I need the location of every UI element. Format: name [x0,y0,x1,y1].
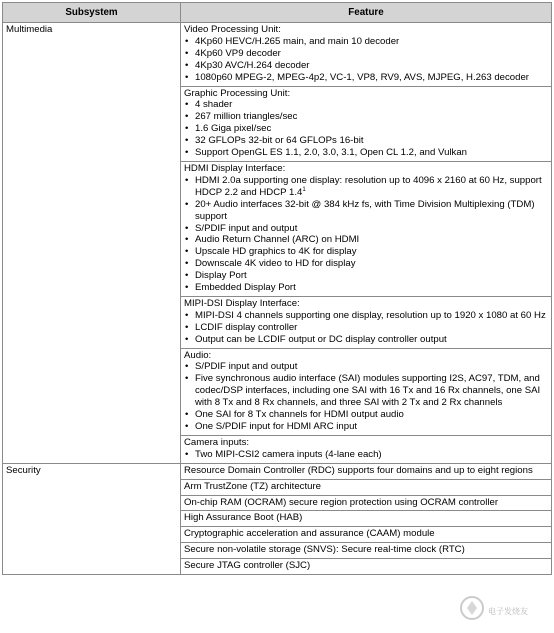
feature-list [184,449,548,461]
feature-group-mipi-dsi [181,296,552,348]
list-item: • 1080p60 MPEG-2, MPEG-4p2, VC-1, VP8, RV9, AVS, MJPEG, H.263 decoder [184,72,548,84]
group-title: MIPI-DSI Display Interface: [184,297,300,309]
subsystem-multimedia: Multimedia [3,23,181,464]
feature-list [184,361,548,432]
list-item: • Embedded Display Port [184,282,548,294]
security-feature: Arm TrustZone (TZ) architecture [181,479,552,495]
footnote-mark: 1 [302,186,306,193]
group-title: Camera inputs: [184,436,250,448]
list-item: • Display Port [184,270,548,282]
group-title: Graphic Processing Unit: [184,87,291,99]
table-row [3,463,552,479]
list-item-text: HDMI 2.0a supporting one display: resolution up to 4096 x 2160 at 60 Hz, support HDCP 2.2 and HDCP 1.4 [195,174,542,198]
security-feature: Resource Domain Controller (RDC) supports four domains and up to eight regions [181,463,552,479]
list-item: • Support OpenGL ES 1.1, 2.0, 3.0, 3.1, Open CL 1.2, and Vulkan [184,147,548,159]
feature-group-video [181,23,552,87]
group-title: HDMI Display Interface: [184,162,286,174]
list-item: • Audio Return Channel (ARC) on HDMI [184,234,548,246]
list-item: • 4 shader [184,99,548,111]
feature-list [184,36,548,84]
watermark-icon [458,588,553,628]
list-item: • One S/PDIF input for HDMI ARC input [184,421,548,433]
list-item: • Upscale HD graphics to 4K for display [184,246,548,258]
security-feature: On-chip RAM (OCRAM) secure region protection using OCRAM controller [181,495,552,511]
list-item: • S/PDIF input and output [184,361,548,373]
list-item: • One SAI for 8 Tx channels for HDMI output audio [184,409,548,421]
list-item: • 32 GFLOPs 32-bit or 64 GFLOPs 16-bit [184,135,548,147]
list-item: • 20+ Audio interfaces 32-bit @ 384 kHz fs, with Time Division Multiplexing (TDM) support [184,199,548,223]
group-title: Video Processing Unit: [184,24,281,35]
feature-list [184,99,548,159]
list-item [184,175,548,199]
security-feature: Cryptographic acceleration and assurance (CAAM) module [181,527,552,543]
list-item: • 4Kp30 AVC/H.264 decoder [184,60,548,72]
header-feature: Feature [181,3,552,23]
feature-list [184,310,548,346]
group-title: Audio: [184,349,212,361]
list-item: • MIPI-DSI 4 channels supporting one display, resolution up to 1920 x 1080 at 60 Hz [184,310,548,322]
list-item: • 4Kp60 VP9 decoder [184,48,548,60]
watermark-logo [458,588,553,628]
subsystem-security: Security [3,463,181,574]
feature-group-gpu [181,86,552,161]
spec-table [2,2,552,575]
list-item: • Five synchronous audio interface (SAI) modules supporting I2S, AC97, TDM, and codec/DSP interfaces, including one SAI with 16 Tx and 16 Rx channels, one SAI with 8 Tx and 8 Rx channels, and three SAI with 2 Tx and 2 Rx channels [184,373,548,409]
list-item: • Output can be LCDIF output or DC display controller output [184,334,548,346]
header-subsystem: Subsystem [3,3,181,23]
feature-group-hdmi [181,161,552,296]
security-feature: Secure JTAG controller (SJC) [181,559,552,575]
list-item: • LCDIF display controller [184,322,548,334]
watermark-text: 电子发烧友 [488,607,528,616]
list-item: • S/PDIF input and output [184,223,548,235]
list-item: • 1.6 Giga pixel/sec [184,123,548,135]
list-item: • 267 million triangles/sec [184,111,548,123]
feature-group-audio [181,348,552,435]
security-feature: High Assurance Boot (HAB) [181,511,552,527]
feature-group-camera [181,435,552,463]
table-row [3,23,552,87]
list-item: • Downscale 4K video to HD for display [184,258,548,270]
header-row [3,3,552,23]
feature-list [184,175,548,294]
list-item: • 4Kp60 HEVC/H.265 main, and main 10 decoder [184,36,548,48]
list-item: • Two MIPI-CSI2 camera inputs (4-lane each) [184,449,548,461]
security-feature: Secure non-volatile storage (SNVS): Secure real-time clock (RTC) [181,543,552,559]
